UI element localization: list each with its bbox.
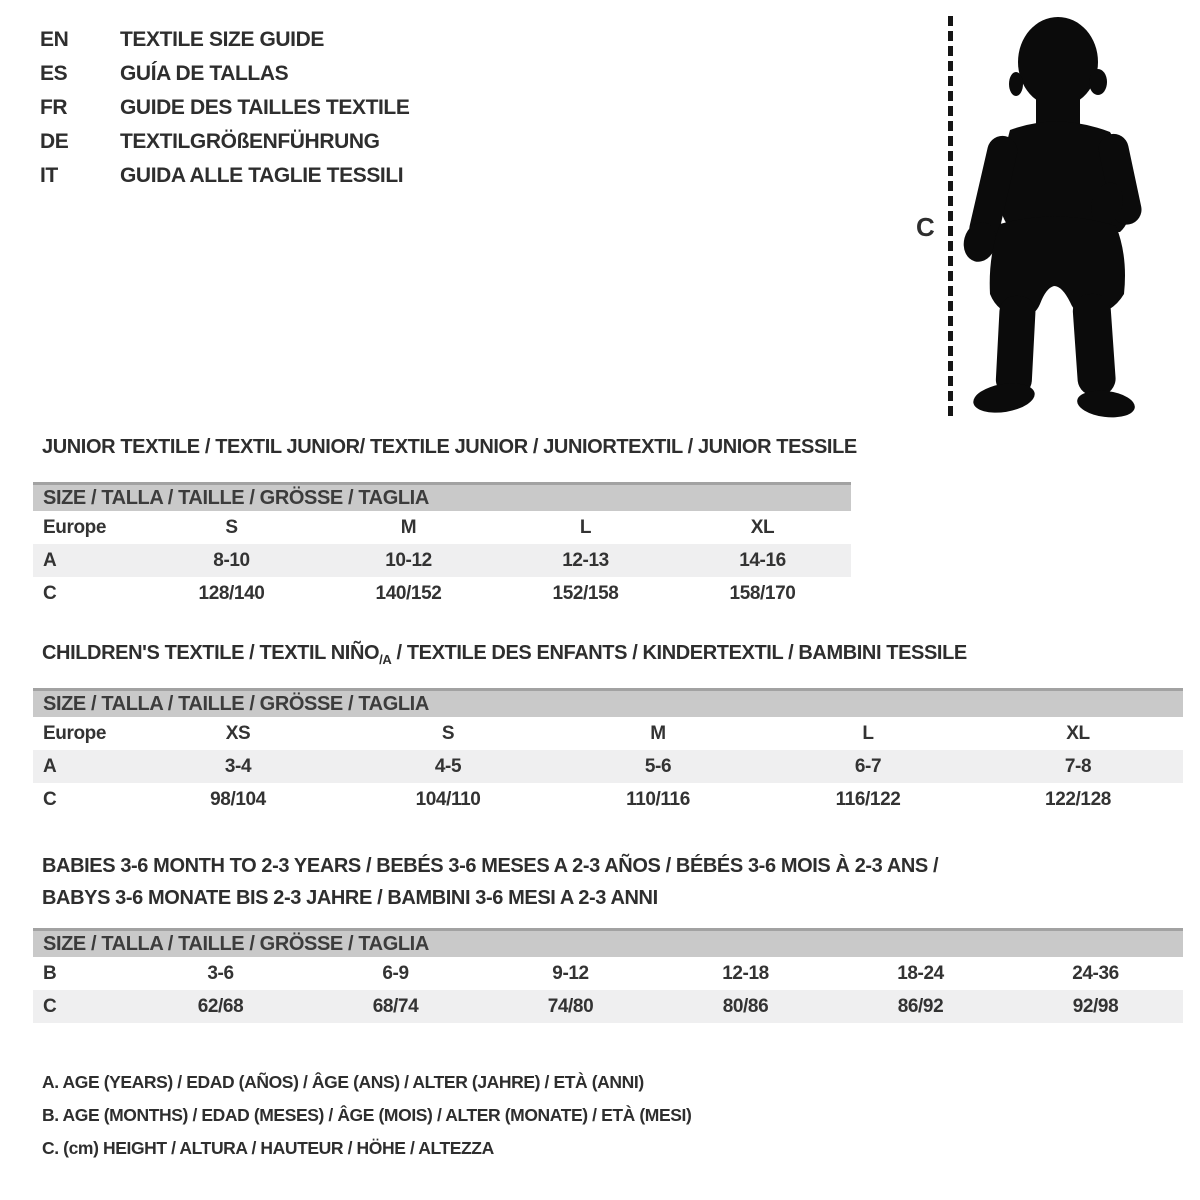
language-title: GUÍA DE TALLAS <box>120 62 289 85</box>
size-cell: M <box>400 516 417 538</box>
table-row <box>33 990 1183 1023</box>
babies-size-table <box>33 928 1183 1023</box>
language-row <box>40 164 409 198</box>
height-cell: 122/128 <box>1045 788 1111 810</box>
size-cell: XL <box>750 516 775 538</box>
children-title-subscript: /A <box>379 652 392 667</box>
junior-section-title: JUNIOR TEXTILE / TEXTIL JUNIOR/ TEXTILE JUNIOR / JUNIORTEXTIL / JUNIOR TESSILE <box>42 436 857 458</box>
age-cell: 3-6 <box>207 962 234 984</box>
footnote-c: C. (cm) HEIGHT / ALTURA / HAUTEUR / HÖHE / ALTEZZA <box>42 1138 494 1158</box>
language-title: GUIDA ALLE TAGLIE TESSILI <box>120 164 404 187</box>
height-cell: 98/104 <box>210 788 266 810</box>
age-cell: 5-6 <box>644 755 672 777</box>
age-cell: 6-7 <box>854 755 882 777</box>
height-cell: 86/92 <box>897 995 944 1017</box>
language-row <box>40 96 409 130</box>
table-row <box>33 544 851 577</box>
size-cell: L <box>862 722 874 744</box>
height-cell: 110/116 <box>626 788 690 810</box>
age-cell: 4-5 <box>434 755 462 777</box>
row-label: A <box>43 549 57 571</box>
row-label: A <box>43 755 57 777</box>
size-cell: M <box>650 722 666 744</box>
footnote-a: A. AGE (YEARS) / EDAD (AÑOS) / ÂGE (ANS) / ALTER (JAHRE) / ETÀ (ANNI) <box>42 1072 644 1092</box>
age-cell: 7-8 <box>1064 755 1092 777</box>
babies-title-line2: BABYS 3-6 MONATE BIS 2-3 JAHRE / BAMBINI 3-6 MESI A 2-3 ANNI <box>42 887 658 909</box>
age-cell: 10-12 <box>385 549 432 571</box>
size-header-bar: SIZE / TALLA / TAILLE / GRÖSSE / TAGLIA <box>33 688 1183 717</box>
toddler-silhouette-icon <box>952 8 1150 420</box>
age-cell: 12-18 <box>722 962 769 984</box>
table-row <box>33 783 1183 816</box>
language-code: IT <box>40 164 58 187</box>
children-title-part: CHILDREN'S TEXTILE / TEXTIL NIÑO <box>42 642 380 664</box>
table-row <box>33 717 1183 750</box>
row-label: C <box>43 788 57 810</box>
language-code: ES <box>40 62 68 85</box>
age-cell: 18-24 <box>897 962 944 984</box>
height-cell: 68/74 <box>372 995 419 1017</box>
table-row <box>33 957 1183 990</box>
age-cell: 12-13 <box>562 549 609 571</box>
row-label: B <box>43 962 57 984</box>
row-label: C <box>43 995 57 1017</box>
language-title: TEXTILGRÖßENFÜHRUNG <box>120 130 380 153</box>
height-cell: 92/98 <box>1072 995 1119 1017</box>
table-row <box>33 577 851 610</box>
height-cell: 158/170 <box>729 582 796 604</box>
children-size-table <box>33 688 1183 816</box>
size-cell: XL <box>1066 722 1090 744</box>
height-cell: 128/140 <box>198 582 265 604</box>
height-cell: 140/152 <box>375 582 442 604</box>
height-cell: 80/86 <box>722 995 769 1017</box>
height-cell: 116/122 <box>835 788 901 810</box>
language-row <box>40 28 409 62</box>
age-cell: 8-10 <box>213 549 250 571</box>
size-cell: S <box>225 516 238 538</box>
language-code: FR <box>40 96 68 119</box>
language-code: EN <box>40 28 69 51</box>
language-code: DE <box>40 130 69 153</box>
language-title: TEXTILE SIZE GUIDE <box>120 28 324 51</box>
babies-section-title <box>42 850 938 914</box>
height-cell: 62/68 <box>197 995 244 1017</box>
size-cell: L <box>579 516 592 538</box>
children-title-part: / TEXTILE DES ENFANTS / KINDERTEXTIL / BAMBINI TESSILE <box>391 642 967 664</box>
footnote-b: B. AGE (MONTHS) / EDAD (MESES) / ÂGE (MOIS) / ALTER (MONATE) / ETÀ (MESI) <box>42 1105 692 1125</box>
age-cell: 9-12 <box>552 962 589 984</box>
age-cell: 14-16 <box>739 549 786 571</box>
table-row <box>33 511 851 544</box>
size-cell: XS <box>225 722 251 744</box>
table-row <box>33 750 1183 783</box>
row-label: Europe <box>43 516 107 538</box>
height-cell: 104/110 <box>415 788 481 810</box>
age-cell: 6-9 <box>382 962 409 984</box>
children-section-title <box>42 642 967 667</box>
height-cell: 74/80 <box>547 995 594 1017</box>
silhouette-head <box>1018 17 1098 107</box>
height-measure-label: C <box>916 212 935 242</box>
size-header-bar: SIZE / TALLA / TAILLE / GRÖSSE / TAGLIA <box>33 482 851 511</box>
language-title: GUIDE DES TAILLES TEXTILE <box>120 96 410 119</box>
row-label: C <box>43 582 57 604</box>
language-list <box>40 28 409 198</box>
size-cell: S <box>441 722 455 744</box>
junior-size-table <box>33 482 851 610</box>
age-cell: 3-4 <box>224 755 252 777</box>
age-cell: 24-36 <box>1072 962 1119 984</box>
footnote-legend <box>42 1066 691 1165</box>
language-row <box>40 130 409 164</box>
babies-title-line1: BABIES 3-6 MONTH TO 2-3 YEARS / BEBÉS 3-6 MESES A 2-3 AÑOS / BÉBÉS 3-6 MOIS À 2-3 ANS / <box>42 855 939 877</box>
size-header-bar: SIZE / TALLA / TAILLE / GRÖSSE / TAGLIA <box>33 928 1183 957</box>
height-cell: 152/158 <box>552 582 619 604</box>
row-label: Europe <box>43 722 107 744</box>
language-row <box>40 62 409 96</box>
